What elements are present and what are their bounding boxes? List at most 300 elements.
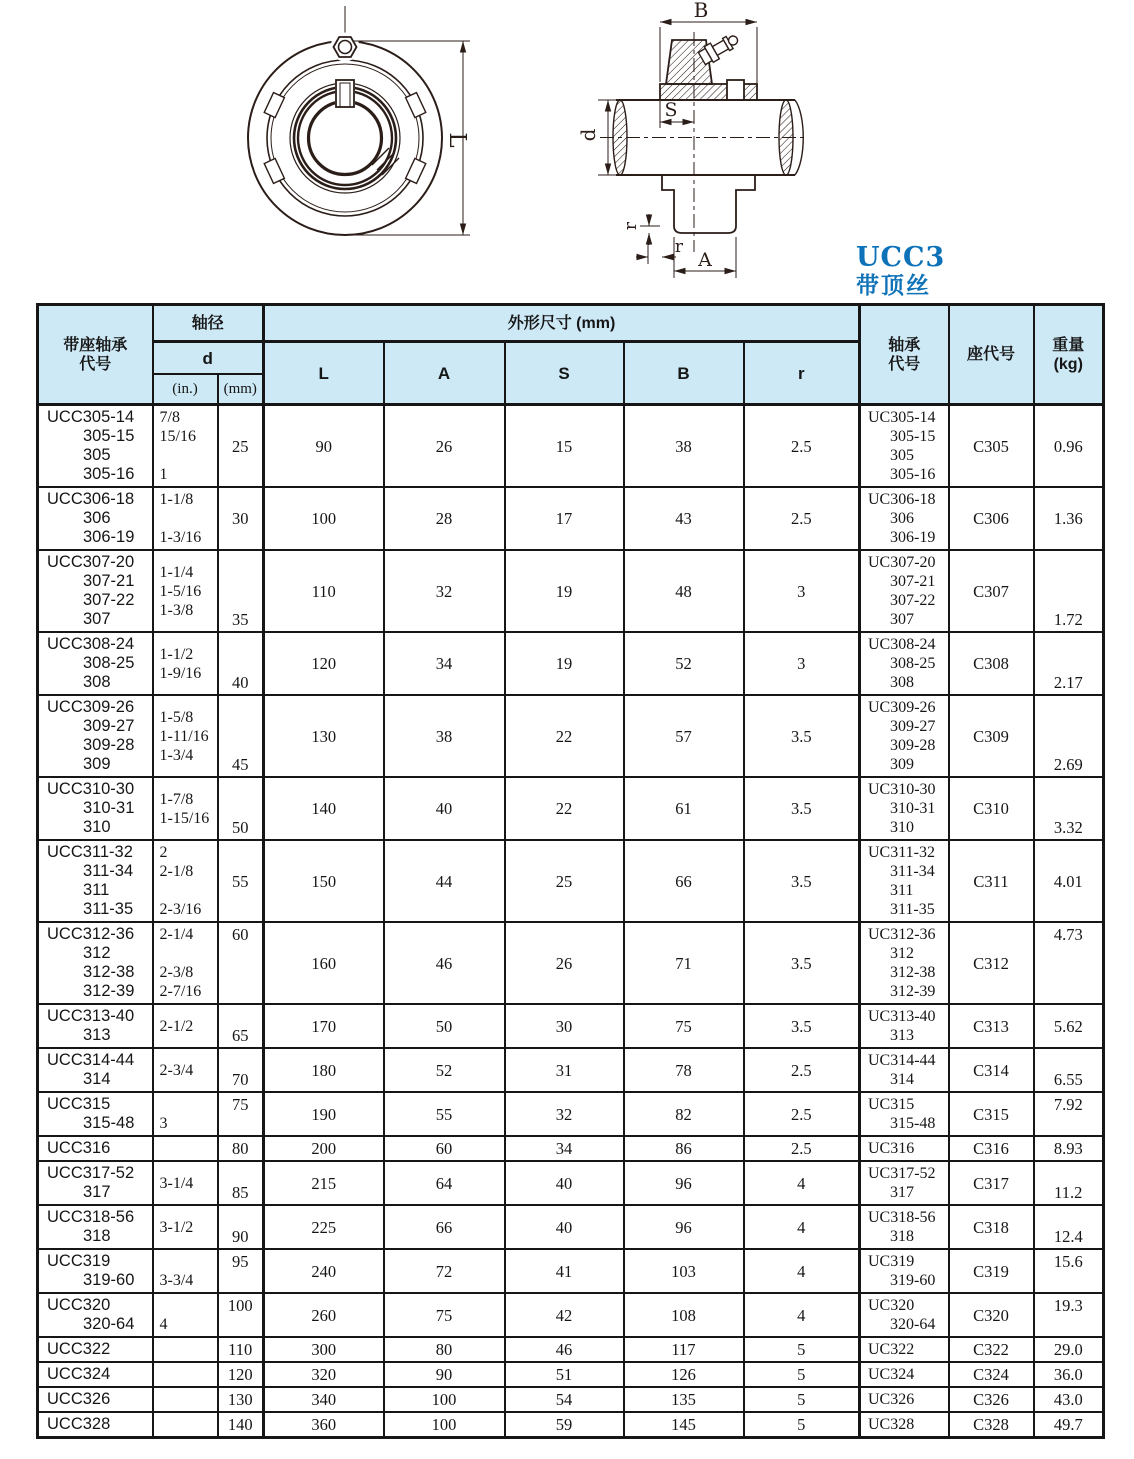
dim-l-cell: 160 [264, 922, 384, 1004]
unit-code-cell-line: 308-25 [83, 654, 135, 672]
unit-code-cell-line: 309 [83, 755, 111, 773]
dim-b-cell: 145 [624, 1412, 744, 1438]
shaft-dia-in-cell [153, 550, 218, 632]
weight-cell: 8.93 [1034, 1136, 1104, 1161]
unit-code-cell [38, 487, 153, 550]
dim-r-cell: 3.5 [744, 695, 860, 777]
unit-code-cell-line: 312-39 [83, 982, 135, 1000]
unit-code-cell-line: 312 [83, 944, 111, 962]
bearing-code-cell-line: UC307-20 [868, 554, 936, 571]
series-subtitle: 带顶丝 [856, 272, 931, 299]
unit-code-cell [38, 1004, 153, 1048]
table-row [38, 1293, 1104, 1337]
bearing-code-cell-line: 309-28 [890, 737, 936, 754]
dim-l-cell: 90 [264, 405, 384, 488]
unit-code-cell [38, 1205, 153, 1249]
bearing-code-cell [860, 487, 949, 550]
dim-r-vertical [640, 214, 660, 245]
dim-s-cell: 34 [505, 1136, 624, 1161]
weight-cell: 3.32 [1034, 777, 1104, 840]
bearing-code-cell-line: UC311-32 [868, 844, 935, 861]
housing-code-cell: C322 [949, 1337, 1034, 1362]
shaft-dia-in-cell [153, 1293, 218, 1337]
housing-code-cell: C312 [949, 922, 1034, 1004]
shaft-dia-in-cell-line: 2 [159, 844, 168, 861]
bearing-code-cell [860, 1362, 949, 1387]
shaft-dia-in-cell-line: 3-3/4 [159, 1272, 194, 1289]
dim-r-cell: 3.5 [744, 777, 860, 840]
dim-a-cell: 100 [384, 1387, 505, 1412]
bearing-code-cell-line: 314 [890, 1071, 914, 1088]
table-row [38, 487, 1104, 550]
dim-l-cell: 320 [264, 1362, 384, 1387]
shaft-break-left [613, 100, 627, 175]
unit-code-cell-line: UCC328 [47, 1415, 111, 1433]
bearing-code-cell [860, 550, 949, 632]
housing-code-cell: C310 [949, 777, 1034, 840]
unit-code-cell-line: UCC326 [47, 1390, 111, 1408]
dim-l-cell: 215 [264, 1161, 384, 1205]
dim-s-cell: 26 [505, 922, 624, 1004]
dim-a-cell: 38 [384, 695, 505, 777]
unit-code-cell [38, 632, 153, 695]
dim-l-cell: 200 [264, 1136, 384, 1161]
bearing-code-cell-line: 319-60 [890, 1272, 936, 1289]
dim-b-cell: 48 [624, 550, 744, 632]
shaft-dia-in-cell-line: 2-3/16 [159, 901, 202, 918]
dim-r-cell: 2.5 [744, 1092, 860, 1136]
table-row [38, 405, 1104, 488]
bearing-code-cell-line: UC324 [868, 1366, 915, 1383]
bearing-code-cell-line: 306 [890, 510, 914, 527]
bearing-code-cell-line: 308-25 [890, 655, 936, 672]
unit-code-cell-line: 318 [83, 1227, 111, 1245]
section-view-drawing [576, 0, 806, 278]
unit-code-cell-line: 309-27 [83, 717, 135, 735]
bearing-code-cell-line: 311 [890, 882, 914, 899]
shaft-dia-in-cell [153, 1249, 218, 1293]
shaft-dia-in-cell-line: 1-7/8 [159, 790, 194, 808]
shaft-dia-in-cell-line: 1 [159, 466, 168, 483]
dim-s-cell: 41 [505, 1249, 624, 1293]
dim-r-cell: 3.5 [744, 1004, 860, 1048]
shaft-dia-mm-cell: 30 [218, 487, 264, 550]
dim-a-cell: 66 [384, 1205, 505, 1249]
bearing-code-cell [860, 632, 949, 695]
weight-cell: 7.92 [1034, 1092, 1104, 1136]
bearing-code-cell-line: 308 [890, 674, 914, 691]
dim-a-cell: 34 [384, 632, 505, 695]
shaft-dia-in-cell [153, 922, 218, 1004]
table-row [38, 1337, 1104, 1362]
dim-a-cell: 55 [384, 1092, 505, 1136]
bearing-code-cell-line: UC322 [868, 1341, 915, 1358]
dim-a-cell: 52 [384, 1048, 505, 1092]
shaft-dia-in-cell-line [160, 1139, 215, 1158]
bearing-code-cell [860, 1337, 949, 1362]
header-r: r [744, 342, 860, 405]
unit-code-cell-line: UCC320 [47, 1296, 111, 1314]
unit-code-cell-line: 311-35 [83, 900, 134, 918]
bearing-code-cell-line: 311-35 [890, 901, 935, 918]
shaft-dia-in-cell-line: 2-3/8 [159, 964, 194, 981]
bearing-code-cell-line: 306-19 [890, 529, 936, 546]
technical-drawings [0, 0, 1134, 302]
front-view-drawing [248, 6, 470, 235]
dim-s-cell: 25 [505, 840, 624, 922]
bearing-code-cell [860, 1136, 949, 1161]
shaft-dia-in-cell-line: 2-1/8 [159, 863, 194, 880]
unit-code-cell [38, 1412, 153, 1438]
grease-fitting-icon [331, 33, 360, 62]
shaft-dia-in-cell-line: 1-11/16 [159, 727, 209, 745]
dim-b-cell: 135 [624, 1387, 744, 1412]
dim-s-cell: 46 [505, 1337, 624, 1362]
header-bearing-code: 轴承 代号 [860, 305, 949, 405]
unit-code-cell [38, 922, 153, 1004]
bearing-code-cell [860, 1387, 949, 1412]
shaft-dia-mm-cell: 65 [218, 1004, 264, 1048]
dim-s-cell: 51 [505, 1362, 624, 1387]
shaft-dia-in-cell-line: 1-3/4 [159, 746, 194, 764]
dim-l-cell: 140 [264, 777, 384, 840]
bearing-code-cell-line: UC318-56 [868, 1209, 936, 1226]
unit-code-cell-line: 311-34 [83, 862, 134, 880]
shaft-dia-in-cell-line: 15/16 [159, 428, 196, 445]
unit-code-cell-line: UCC316 [47, 1139, 111, 1157]
bearing-code-cell-line: 315-48 [890, 1115, 936, 1132]
unit-code-cell-line: UCC307-20 [47, 553, 135, 571]
unit-code-cell-line: 307 [83, 610, 111, 628]
shaft-break-right [779, 100, 793, 175]
dim-a-cell: 64 [384, 1161, 505, 1205]
dim-l-cell: 225 [264, 1205, 384, 1249]
housing-sleeve-outline [662, 175, 755, 233]
dim-a-cell: 60 [384, 1136, 505, 1161]
dim-r-cell: 2.5 [744, 1048, 860, 1092]
top-setscrew [335, 79, 355, 108]
unit-code-cell-line: UCC319 [47, 1252, 111, 1270]
shaft-dia-in-cell-line: 1-5/16 [159, 582, 202, 600]
bearing-code-cell-line: 309-27 [890, 718, 936, 735]
table-row [38, 1136, 1104, 1161]
dim-l-cell: 260 [264, 1293, 384, 1337]
bearing-code-cell-line: UC305-14 [868, 409, 936, 426]
dim-l-cell: 130 [264, 695, 384, 777]
dim-s-cell: 22 [505, 695, 624, 777]
dim-r-cell: 3.5 [744, 922, 860, 1004]
shaft-dia-in-cell-line [160, 1390, 215, 1409]
bearing-code-cell-line: 305-15 [890, 428, 936, 445]
weight-cell: 1.36 [1034, 487, 1104, 550]
unit-code-cell-line: 306-19 [83, 528, 135, 546]
housing-code-cell: C320 [949, 1293, 1034, 1337]
shaft-dia-in-cell [153, 632, 218, 695]
bearing-code-cell-line: UC326 [868, 1391, 915, 1408]
dim-r-cell: 5 [744, 1337, 860, 1362]
housing-code-cell: C307 [949, 550, 1034, 632]
housing-code-cell: C309 [949, 695, 1034, 777]
weight-cell: 4.73 [1034, 922, 1104, 1004]
unit-code-cell [38, 840, 153, 922]
weight-cell: 2.69 [1034, 695, 1104, 777]
bearing-code-cell-line: UC308-24 [868, 636, 936, 653]
shaft-dia-in-cell-line: 2-3/4 [159, 1061, 194, 1079]
shaft-dia-in-cell-line [160, 1095, 215, 1114]
unit-code-cell-line: 305-16 [83, 465, 135, 483]
bearing-code-cell-line: 312-38 [890, 964, 936, 981]
dim-label-l: L [444, 132, 470, 148]
unit-code-cell-line: 319-60 [83, 1271, 135, 1289]
shaft-dia-in-cell-line: 1-3/16 [159, 529, 202, 546]
shaft-dia-mm-cell: 90 [218, 1205, 264, 1249]
bearing-code-cell-line: 312 [890, 945, 914, 962]
table-row [38, 1048, 1104, 1092]
shaft-dia-in-cell-line: 1-1/4 [159, 563, 194, 581]
dim-a-cell: 44 [384, 840, 505, 922]
dim-l-cell: 240 [264, 1249, 384, 1293]
housing-code-cell: C316 [949, 1136, 1034, 1161]
dim-l-cell: 100 [264, 487, 384, 550]
header-housing-code: 座代号 [949, 305, 1034, 405]
dim-s-cell: 30 [505, 1004, 624, 1048]
header-dims-group: 外形尺寸 (mm) [264, 305, 860, 342]
shaft-dia-in-cell [153, 695, 218, 777]
bearing-code-cell-line: 318 [890, 1228, 914, 1245]
bearing-code-cell-line: 310-31 [890, 800, 936, 817]
bearing-code-cell [860, 1249, 949, 1293]
dim-b-cell: 57 [624, 695, 744, 777]
header-in: (in.) [153, 374, 218, 405]
shaft-dia-in-cell [153, 1004, 218, 1048]
housing-code-cell: C314 [949, 1048, 1034, 1092]
bearing-code-cell-line: UC317-52 [868, 1165, 936, 1182]
housing-code-cell: C313 [949, 1004, 1034, 1048]
dim-label-s: S [664, 99, 678, 121]
dim-s-cell: 15 [505, 405, 624, 488]
dim-b-cell: 96 [624, 1205, 744, 1249]
shaft-dia-in-cell-line: 4 [159, 1316, 168, 1333]
weight-cell: 12.4 [1034, 1205, 1104, 1249]
unit-code-cell-line: UCC312-36 [47, 925, 135, 943]
shaft-dia-in-cell [153, 1412, 218, 1438]
housing-code-cell: C315 [949, 1092, 1034, 1136]
housing-code-cell: C328 [949, 1412, 1034, 1438]
unit-code-cell-line: 311 [83, 881, 110, 899]
bearing-code-cell [860, 1092, 949, 1136]
dim-r-cell: 5 [744, 1362, 860, 1387]
dim-r-cell: 4 [744, 1293, 860, 1337]
table-row [38, 922, 1104, 1004]
shaft-dia-in-cell [153, 1161, 218, 1205]
shaft-dia-mm-cell: 95 [218, 1249, 264, 1293]
dim-b-cell: 103 [624, 1249, 744, 1293]
dim-r-cell: 3 [744, 550, 860, 632]
housing-code-cell: C324 [949, 1362, 1034, 1387]
dim-l-cell: 300 [264, 1337, 384, 1362]
dim-b-cell: 117 [624, 1337, 744, 1362]
shaft-dia-mm-cell: 75 [218, 1092, 264, 1136]
bearing-code-cell [860, 1161, 949, 1205]
unit-code-cell-line: UCC317-52 [47, 1164, 135, 1182]
dim-r-cell: 2.5 [744, 487, 860, 550]
shaft-dia-in-cell [153, 1205, 218, 1249]
dim-b-cell: 126 [624, 1362, 744, 1387]
unit-code-cell [38, 1136, 153, 1161]
header-B: B [624, 342, 744, 405]
shaft-dia-in-cell [153, 405, 218, 488]
dim-s-cell: 22 [505, 777, 624, 840]
table-row [38, 1205, 1104, 1249]
bearing-code-cell-line: 310 [890, 819, 914, 836]
bearing-code-cell [860, 405, 949, 488]
dim-b-cell: 38 [624, 405, 744, 488]
weight-cell: 36.0 [1034, 1362, 1104, 1387]
dim-a-cell: 90 [384, 1362, 505, 1387]
shaft-dia-mm-cell: 100 [218, 1293, 264, 1337]
shaft-dia-in-cell [153, 840, 218, 922]
series-label [856, 243, 945, 299]
dim-s-cell: 32 [505, 1092, 624, 1136]
unit-code-cell-line: UCC311-32 [47, 843, 133, 861]
dim-b-cell: 86 [624, 1136, 744, 1161]
dim-r-cell: 3.5 [744, 840, 860, 922]
header-weight: 重量 (kg) [1034, 305, 1104, 405]
dim-r-cell: 2.5 [744, 405, 860, 488]
housing-code-cell: C305 [949, 405, 1034, 488]
dim-label-d: d [576, 128, 600, 142]
weight-cell: 19.3 [1034, 1293, 1104, 1337]
dim-a-cell: 100 [384, 1412, 505, 1438]
shaft-dia-in-cell-line [160, 1296, 215, 1315]
spec-table [36, 303, 1105, 1439]
dim-a-cell: 28 [384, 487, 505, 550]
shaft-dia-mm-cell: 45 [218, 695, 264, 777]
shaft-dia-mm-cell: 50 [218, 777, 264, 840]
unit-code-cell-line: UCC315 [47, 1095, 111, 1113]
weight-cell: 11.2 [1034, 1161, 1104, 1205]
unit-code-cell-line: UCC314-44 [47, 1051, 135, 1069]
shaft-dia-mm-cell: 110 [218, 1337, 264, 1362]
bearing-code-cell [860, 695, 949, 777]
dim-a-cell: 46 [384, 922, 505, 1004]
unit-code-cell [38, 1161, 153, 1205]
bearing-code-cell-line: 311-34 [890, 863, 935, 880]
bearing-code-cell-line: 307-21 [890, 573, 936, 590]
header-L: L [264, 342, 384, 405]
series-code: UCC3 [856, 242, 946, 273]
unit-code-cell-line: UCC324 [47, 1365, 111, 1383]
dim-r-cell: 5 [744, 1412, 860, 1438]
unit-code-cell-line: 306 [83, 509, 111, 527]
dim-l-cell: 180 [264, 1048, 384, 1092]
shaft-dia-mm-cell: 70 [218, 1048, 264, 1092]
shaft-dia-in-cell [153, 1048, 218, 1092]
unit-code-cell [38, 777, 153, 840]
table-row [38, 550, 1104, 632]
dim-a-cell: 32 [384, 550, 505, 632]
bearing-code-cell [860, 777, 949, 840]
unit-code-cell-line: UCC308-24 [47, 635, 135, 653]
table-row [38, 1161, 1104, 1205]
table-row [38, 1092, 1104, 1136]
shaft-dia-in-cell-line: 1-5/8 [159, 708, 194, 726]
dim-r-cell: 3 [744, 632, 860, 695]
unit-code-cell-line: UCC305-14 [47, 408, 135, 426]
dim-r-cell: 4 [744, 1161, 860, 1205]
bearing-code-cell [860, 1004, 949, 1048]
side-setscrew [727, 80, 744, 100]
dim-b-cell: 78 [624, 1048, 744, 1092]
unit-code-cell-line: UCC309-26 [47, 698, 135, 716]
shaft-dia-in-cell-line: 7/8 [159, 409, 180, 426]
dim-a-cell: 75 [384, 1293, 505, 1337]
unit-code-cell-line: 305-15 [83, 427, 135, 445]
shaft-dia-in-cell [153, 1092, 218, 1136]
housing-code-cell: C319 [949, 1249, 1034, 1293]
header-unit-code: 带座轴承 代号 [38, 305, 153, 405]
shaft-dia-in-cell-line: 1-9/16 [159, 664, 202, 682]
dim-s-cell: 40 [505, 1205, 624, 1249]
bearing-code-cell-line: 312-39 [890, 983, 936, 1000]
shaft-dia-in-cell-line [160, 509, 215, 528]
dim-label-r2: r [674, 237, 684, 257]
bearing-code-cell-line: UC306-18 [868, 491, 936, 508]
shaft-dia-in-cell-line [160, 446, 215, 465]
shaft-dia-in-cell-line [160, 1365, 215, 1384]
dim-l-cell: 110 [264, 550, 384, 632]
shaft-dia-in-cell-line [160, 881, 215, 900]
unit-code-cell [38, 1293, 153, 1337]
unit-code-cell [38, 1048, 153, 1092]
shaft-dia-in-cell-line: 1-1/8 [159, 491, 194, 508]
weight-cell: 49.7 [1034, 1412, 1104, 1438]
header-d: d [153, 342, 264, 375]
shaft-dia-in-cell [153, 1387, 218, 1412]
dim-r-cell: 4 [744, 1205, 860, 1249]
shaft-dia-in-cell-line: 1-1/2 [159, 645, 194, 663]
unit-code-cell-line: 307-22 [83, 591, 135, 609]
housing-code-cell: C308 [949, 632, 1034, 695]
dim-l-cell: 190 [264, 1092, 384, 1136]
dim-a-cell: 26 [384, 405, 505, 488]
shaft-dia-in-cell [153, 487, 218, 550]
table-row [38, 1387, 1104, 1412]
bearing-code-cell-line: UC315 [868, 1096, 915, 1113]
dim-a-cell: 72 [384, 1249, 505, 1293]
header-S: S [505, 342, 624, 405]
shaft-dia-mm-cell: 35 [218, 550, 264, 632]
dim-s-cell: 17 [505, 487, 624, 550]
bearing-code-cell-line: UC312-36 [868, 926, 936, 943]
dim-l-cell: 170 [264, 1004, 384, 1048]
unit-code-cell-line: 310 [83, 818, 111, 836]
dim-r-cell: 5 [744, 1387, 860, 1412]
weight-cell: 4.01 [1034, 840, 1104, 922]
dim-r-cell: 4 [744, 1249, 860, 1293]
dim-b-cell: 96 [624, 1161, 744, 1205]
bearing-code-cell-line: UC309-26 [868, 699, 936, 716]
table-row [38, 1412, 1104, 1438]
shaft-dia-in-cell-line: 2-7/16 [159, 983, 202, 1000]
bearing-code-cell-line: 305 [890, 447, 914, 464]
housing-code-cell: C317 [949, 1161, 1034, 1205]
unit-code-cell [38, 695, 153, 777]
bearing-code-cell-line: UC328 [868, 1416, 915, 1433]
bearing-code-cell-line: UC313-40 [868, 1008, 936, 1025]
unit-code-cell-line: UCC318-56 [47, 1208, 135, 1226]
housing-code-cell: C306 [949, 487, 1034, 550]
